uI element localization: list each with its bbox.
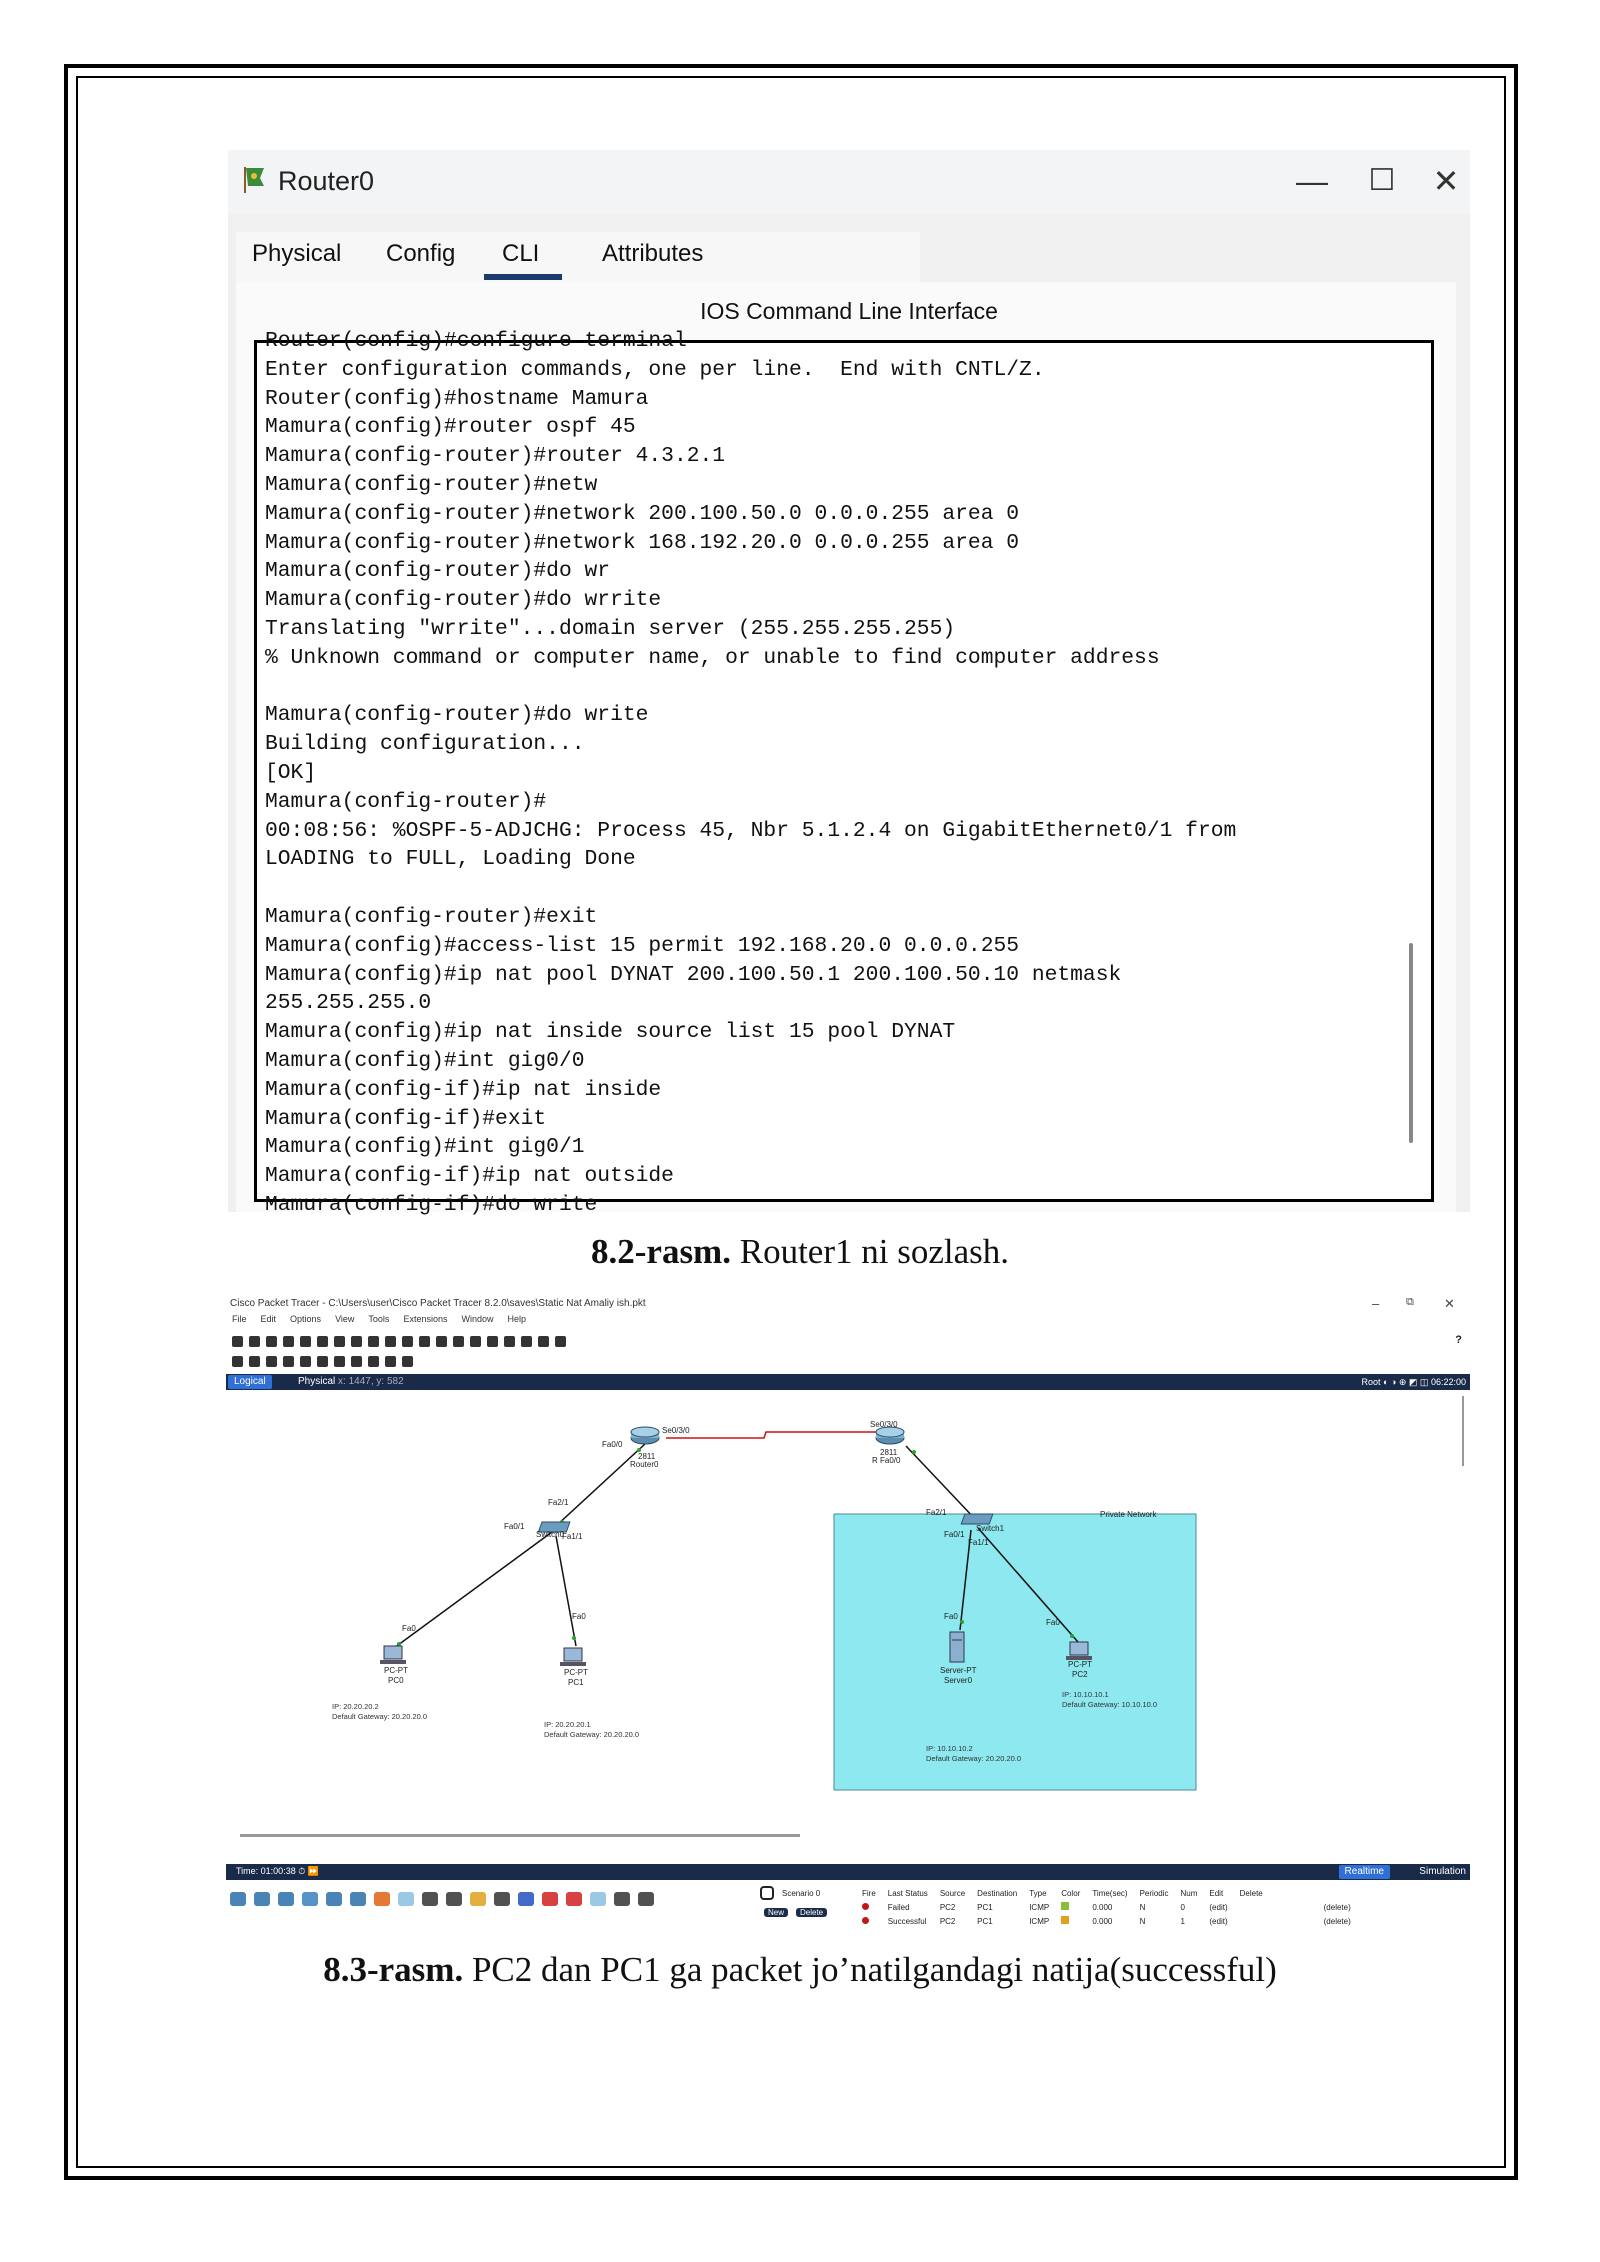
pt-help-icon[interactable]: ? [1455, 1334, 1462, 1346]
clock-readout: 06:22:00 [1430, 1377, 1466, 1387]
pdu-source: PC2 [939, 1902, 956, 1912]
terminal-line: Mamura(config-router)#exit [265, 904, 598, 929]
switch1-port-fa1: Fa1/1 [968, 1538, 989, 1547]
pdu-header-cell: Type [1029, 1888, 1047, 1898]
router1-name: R Fa0/0 [872, 1456, 901, 1465]
caption-text: Router1 ni sozlash. [730, 1232, 1009, 1271]
menu-item-options[interactable]: Options [290, 1314, 322, 1324]
palette-device-icon[interactable] [518, 1892, 534, 1906]
scenario-panel [760, 1886, 850, 1926]
main-tool-icon[interactable] [487, 1336, 498, 1347]
cursor-coords: x: 1447, y: 582 [338, 1376, 404, 1387]
tab-attributes[interactable]: Attributes [602, 240, 704, 267]
pt-main-toolbar [232, 1336, 572, 1350]
pdu-edit[interactable]: (edit) [1209, 1916, 1228, 1926]
palette-device-icon[interactable] [638, 1892, 654, 1906]
fire-icon[interactable] [856, 1914, 882, 1928]
caption-number: 8.2-rasm. [591, 1232, 731, 1271]
tab-cli[interactable]: CLI [502, 240, 540, 267]
sim-time: Time: 01:00:38 ⏱ ⏩ [236, 1866, 319, 1876]
pt-menu-bar [232, 1314, 540, 1324]
terminal-line: Mamura(config)#ip nat pool DYNAT 200.100.50.1 200.100.50.10 netmask [265, 962, 1122, 987]
minimize-button[interactable]: — [1296, 163, 1328, 199]
pdu-delete[interactable]: (delete) [1323, 1916, 1351, 1926]
new-scenario-button[interactable]: New [764, 1908, 788, 1917]
switch0-port-fa0: Fa0/1 [504, 1522, 525, 1531]
terminal-output [265, 327, 1236, 1220]
palette-device-icon[interactable] [494, 1892, 510, 1906]
server0-gateway: Default Gateway: 20.20.20.0 [926, 1754, 1022, 1763]
palette-device-icon[interactable] [422, 1892, 438, 1906]
main-tool-icon[interactable] [402, 1336, 413, 1347]
close-button[interactable]: ✕ [1432, 163, 1460, 199]
pdu-header-cell: Destination [977, 1888, 1018, 1898]
fire-icon[interactable] [856, 1900, 882, 1914]
pt-restore-button[interactable]: ⧉ [1406, 1296, 1414, 1308]
menu-item-tools[interactable]: Tools [368, 1314, 390, 1324]
terminal-line: Mamura(config)#int gig0/0 [265, 1048, 585, 1073]
simulation-mode-button[interactable]: Simulation [1419, 1866, 1466, 1877]
terminal-line: Translating "wrrite"...domain server (255.255.255.255) [265, 616, 956, 641]
palette-device-icon[interactable] [374, 1892, 390, 1906]
sim-time-label: Time: 01:00:38 [236, 1866, 296, 1876]
private-network-label: Private Network [1100, 1510, 1157, 1519]
cli-terminal[interactable] [254, 329, 1434, 1217]
pdu-color-swatch [1055, 1914, 1086, 1928]
main-tool-icon[interactable] [436, 1336, 447, 1347]
pdu-header-cell: Periodic [1139, 1888, 1169, 1898]
terminal-line: Mamura(config-router)# [265, 789, 547, 814]
pdu-status: Successful [887, 1916, 927, 1926]
pc0-gateway: Default Gateway: 20.20.20.0 [332, 1712, 428, 1721]
main-tool-icon[interactable] [249, 1336, 260, 1347]
pt-close-button[interactable]: ✕ [1444, 1296, 1455, 1311]
scenario-icon [760, 1886, 774, 1900]
switch0-port-fa1: Fa1/1 [562, 1532, 583, 1541]
menu-item-extensions[interactable]: Extensions [403, 1314, 448, 1324]
palette-device-icon[interactable] [542, 1892, 558, 1906]
terminal-line: Mamura(config-if)#ip nat outside [265, 1164, 674, 1189]
main-tool-icon[interactable] [317, 1336, 328, 1347]
pdu-header-cell: Time(sec) [1092, 1888, 1128, 1898]
pdu-color-swatch [1055, 1900, 1086, 1914]
pc1-port: Fa0 [572, 1612, 586, 1621]
palette-device-icon[interactable] [350, 1892, 366, 1906]
server0-port: Fa0 [944, 1612, 958, 1621]
pdu-type: ICMP [1029, 1902, 1050, 1912]
active-tab-indicator [484, 274, 562, 280]
terminal-line: Building configuration... [265, 732, 585, 757]
terminal-line: Mamura(config-router)#do wrrite [265, 588, 662, 613]
pc1-ip: IP: 20.20.20.1 [544, 1720, 591, 1729]
main-tool-icon[interactable] [555, 1336, 566, 1347]
main-tool-icon[interactable] [385, 1336, 396, 1347]
pdu-type: ICMP [1029, 1916, 1050, 1926]
terminal-line: Mamura(config-router)#router 4.3.2.1 [265, 444, 726, 469]
pdu-header-cell: Num [1180, 1888, 1198, 1898]
physical-tab-label: Physical [298, 1376, 336, 1387]
menu-item-help[interactable]: Help [507, 1314, 526, 1324]
menu-item-edit[interactable]: Edit [260, 1314, 277, 1324]
server0-type: Server-PT [940, 1666, 977, 1675]
terminal-line: Router(config)#hostname Mamura [265, 386, 649, 411]
router1-model: 2811 [880, 1448, 898, 1457]
main-tool-icon[interactable] [300, 1336, 311, 1347]
main-tool-icon[interactable] [232, 1336, 243, 1347]
main-tool-icon[interactable] [283, 1336, 294, 1347]
tab-config[interactable]: Config [386, 240, 456, 267]
terminal-line: Mamura(config-if)#ip nat inside [265, 1077, 662, 1102]
palette-device-icon[interactable] [230, 1892, 246, 1906]
edit-tool-icon[interactable] [351, 1356, 362, 1367]
pdu-header-cell: Source [939, 1888, 966, 1898]
terminal-line: Mamura(config)#ip nat inside source list 15 pool DYNAT [265, 1020, 956, 1045]
pdu-header-cell: Edit [1209, 1888, 1224, 1898]
scenario-select[interactable]: Scenario 0 [782, 1889, 821, 1898]
edit-tool-icon[interactable] [402, 1356, 413, 1367]
pdu-source: PC2 [939, 1916, 956, 1926]
figure-caption-8-2 [0, 1232, 1600, 1272]
edit-tool-icon[interactable] [317, 1356, 328, 1367]
caption-text: PC2 dan PC1 ga packet jo’natilgandagi natija(successful) [463, 1950, 1277, 1989]
tab-bar [236, 232, 920, 282]
palette-device-icon[interactable] [326, 1892, 342, 1906]
terminal-line: Mamura(config)#int gig0/1 [265, 1135, 585, 1160]
delete-scenario-button[interactable]: Delete [796, 1908, 827, 1917]
pc2-ip: IP: 10.10.10.1 [1062, 1690, 1109, 1699]
terminal-line: % Unknown command or computer name, or unable to find computer address [265, 645, 1160, 670]
pc1-gateway: Default Gateway: 20.20.20.0 [544, 1730, 640, 1739]
main-tool-icon[interactable] [504, 1336, 515, 1347]
physical-tab[interactable] [298, 1375, 404, 1389]
main-tool-icon[interactable] [419, 1336, 430, 1347]
pdu-row[interactable] [856, 1914, 1357, 1928]
packet-tracer-window [226, 1296, 1470, 1930]
pc0-name: PC0 [388, 1676, 404, 1685]
palette-device-icon[interactable] [446, 1892, 462, 1906]
main-tool-icon[interactable] [453, 1336, 464, 1347]
terminal-line: 255.255.255.0 [265, 991, 432, 1016]
main-tool-icon[interactable] [368, 1336, 379, 1347]
main-tool-icon[interactable] [351, 1336, 362, 1347]
terminal-line: 00:08:56: %OSPF-5-ADJCHG: Process 45, Nbr 5.1.2.4 on GigabitEthernet0/1 from [265, 818, 1237, 843]
terminal-line: Mamura(config-router)#netw [265, 472, 598, 497]
maximize-button[interactable]: ☐ [1368, 164, 1396, 197]
pdu-num: 1 [1180, 1916, 1185, 1926]
switch1-name: Switch1 [976, 1524, 1005, 1533]
pdu-edit[interactable]: (edit) [1209, 1902, 1228, 1912]
switch1-port-fa2: Fa2/1 [926, 1508, 947, 1517]
terminal-line: Mamura(config-router)#do wr [265, 559, 611, 584]
terminal-line: Router(config)#configure terminal [265, 329, 687, 353]
palette-device-icon[interactable] [470, 1892, 486, 1906]
palette-device-icon[interactable] [302, 1892, 318, 1906]
root-label: Root [1361, 1377, 1381, 1387]
palette-device-icon[interactable] [254, 1892, 270, 1906]
edit-tool-icon[interactable] [385, 1356, 396, 1367]
pt-minimize-button[interactable]: – [1372, 1296, 1380, 1311]
device-labels [226, 1390, 1466, 1850]
edit-tool-icon[interactable] [334, 1356, 345, 1367]
pdu-time: 0.000 [1092, 1902, 1113, 1912]
router0-name: Router0 [630, 1460, 659, 1469]
pdu-table [856, 1886, 1357, 1928]
pdu-header-cell: Last Status [887, 1888, 928, 1898]
pdu-destination: PC1 [977, 1916, 993, 1926]
pc2-type: PC-PT [1068, 1660, 1092, 1669]
pc0-port: Fa0 [402, 1624, 416, 1633]
palette-device-icon[interactable] [566, 1892, 582, 1906]
logical-tab[interactable]: Logical [228, 1375, 272, 1389]
terminal-line: Enter configuration commands, one per line. End with CNTL/Z. [265, 357, 1045, 382]
pdu-periodic: N [1139, 1916, 1146, 1926]
pdu-periodic: N [1139, 1902, 1146, 1912]
main-tool-icon[interactable] [334, 1336, 345, 1347]
edit-tool-icon[interactable] [232, 1356, 243, 1367]
edit-tool-icon[interactable] [300, 1356, 311, 1367]
server0-name: Server0 [944, 1676, 973, 1685]
pt-window-title: Cisco Packet Tracer - C:\Users\user\Cisco Packet Tracer 8.2.0\saves\Static Nat Amaliy ish.pkt [230, 1298, 646, 1309]
terminal-line: Mamura(config-router)#network 168.192.20.0 0.0.0.255 area 0 [265, 530, 1020, 555]
terminal-line [265, 673, 1236, 702]
pt-secondary-toolbar [232, 1356, 419, 1370]
terminal-line [265, 874, 1236, 903]
menu-item-window[interactable]: Window [461, 1314, 494, 1324]
pdu-delete[interactable]: (delete) [1323, 1902, 1351, 1912]
pdu-row[interactable] [856, 1900, 1357, 1914]
switch0-port-fa2: Fa2/1 [548, 1498, 569, 1507]
pt-workspace-bar [226, 1374, 1470, 1390]
terminal-line: LOADING to FULL, Loading Done [265, 847, 636, 872]
pc2-port: Fa0 [1046, 1618, 1060, 1627]
terminal-line: Mamura(config-router)#network 200.100.50.0 0.0.0.255 area 0 [265, 501, 1020, 526]
palette-device-icon[interactable] [614, 1892, 630, 1906]
cli-heading: IOS Command Line Interface [700, 298, 998, 324]
terminal-line: Mamura(config-if)#exit [265, 1106, 547, 1131]
main-tool-icon[interactable] [470, 1336, 481, 1347]
palette-device-icon[interactable] [590, 1892, 606, 1906]
router0-model: 2811 [638, 1452, 656, 1461]
pdu-list [856, 1886, 1466, 1928]
palette-device-icon[interactable] [398, 1892, 414, 1906]
workspace-right-controls: Root ◐ ◑ ⊕ ◩ ◫ 06:22:00 [1361, 1377, 1466, 1387]
pdu-status: Failed [887, 1902, 910, 1912]
pdu-num: 0 [1180, 1902, 1185, 1912]
pc1-name: PC1 [568, 1678, 584, 1687]
title-bar [228, 150, 1470, 214]
server0-ip: IP: 10.10.10.2 [926, 1744, 973, 1753]
terminal-line: Mamura(config-if)#do write [265, 1192, 598, 1217]
caption-number: 8.3-rasm. [323, 1950, 464, 1989]
terminal-line: Mamura(config)#router ospf 45 [265, 415, 636, 440]
edit-tool-icon[interactable] [283, 1356, 294, 1367]
pdu-header-cell: Fire [862, 1888, 876, 1898]
main-tool-icon[interactable] [521, 1336, 532, 1347]
router-window [228, 150, 1470, 1217]
figure-caption-8-3 [0, 1950, 1600, 1990]
pc0-ip: IP: 20.20.20.2 [332, 1702, 379, 1711]
menu-item-view[interactable]: View [335, 1314, 355, 1324]
terminal-line: Mamura(config-router)#do write [265, 703, 649, 728]
window-title: Router0 [278, 166, 375, 196]
switch1-port-fa0: Fa0/1 [944, 1530, 965, 1539]
switch0-name: Switch0 [536, 1530, 565, 1539]
realtime-mode-button[interactable]: Realtime [1339, 1865, 1390, 1879]
main-tool-icon[interactable] [266, 1336, 277, 1347]
pdu-time: 0.000 [1092, 1916, 1113, 1926]
pdu-header-cell: Delete [1239, 1888, 1263, 1898]
tab-physical[interactable]: Physical [252, 240, 342, 267]
router-app-icon [240, 164, 270, 194]
router0-port-fa: Fa0/0 [602, 1440, 623, 1449]
main-tool-icon[interactable] [538, 1336, 549, 1347]
pc1-type: PC-PT [564, 1668, 588, 1677]
terminal-scrollbar[interactable] [1409, 943, 1413, 1143]
terminal-line: Mamura(config)#access-list 15 permit 192.168.20.0 0.0.0.255 [265, 933, 1020, 958]
menu-item-file[interactable]: File [232, 1314, 247, 1324]
pc0-type: PC-PT [384, 1666, 408, 1675]
router1-port-se: Se0/3/0 [870, 1420, 898, 1429]
edit-tool-icon[interactable] [368, 1356, 379, 1367]
edit-tool-icon[interactable] [266, 1356, 277, 1367]
pt-status-bar [226, 1864, 1470, 1880]
edit-tool-icon[interactable] [249, 1356, 260, 1367]
pc2-gateway: Default Gateway: 10.10.10.0 [1062, 1700, 1158, 1709]
terminal-line: [OK] [265, 760, 317, 785]
device-palette[interactable] [230, 1886, 730, 1926]
router0-port-se: Se0/3/0 [662, 1426, 690, 1435]
pc2-name: PC2 [1072, 1670, 1088, 1679]
palette-device-icon[interactable] [278, 1892, 294, 1906]
pdu-header-cell: Color [1061, 1888, 1081, 1898]
pdu-destination: PC1 [977, 1902, 993, 1912]
